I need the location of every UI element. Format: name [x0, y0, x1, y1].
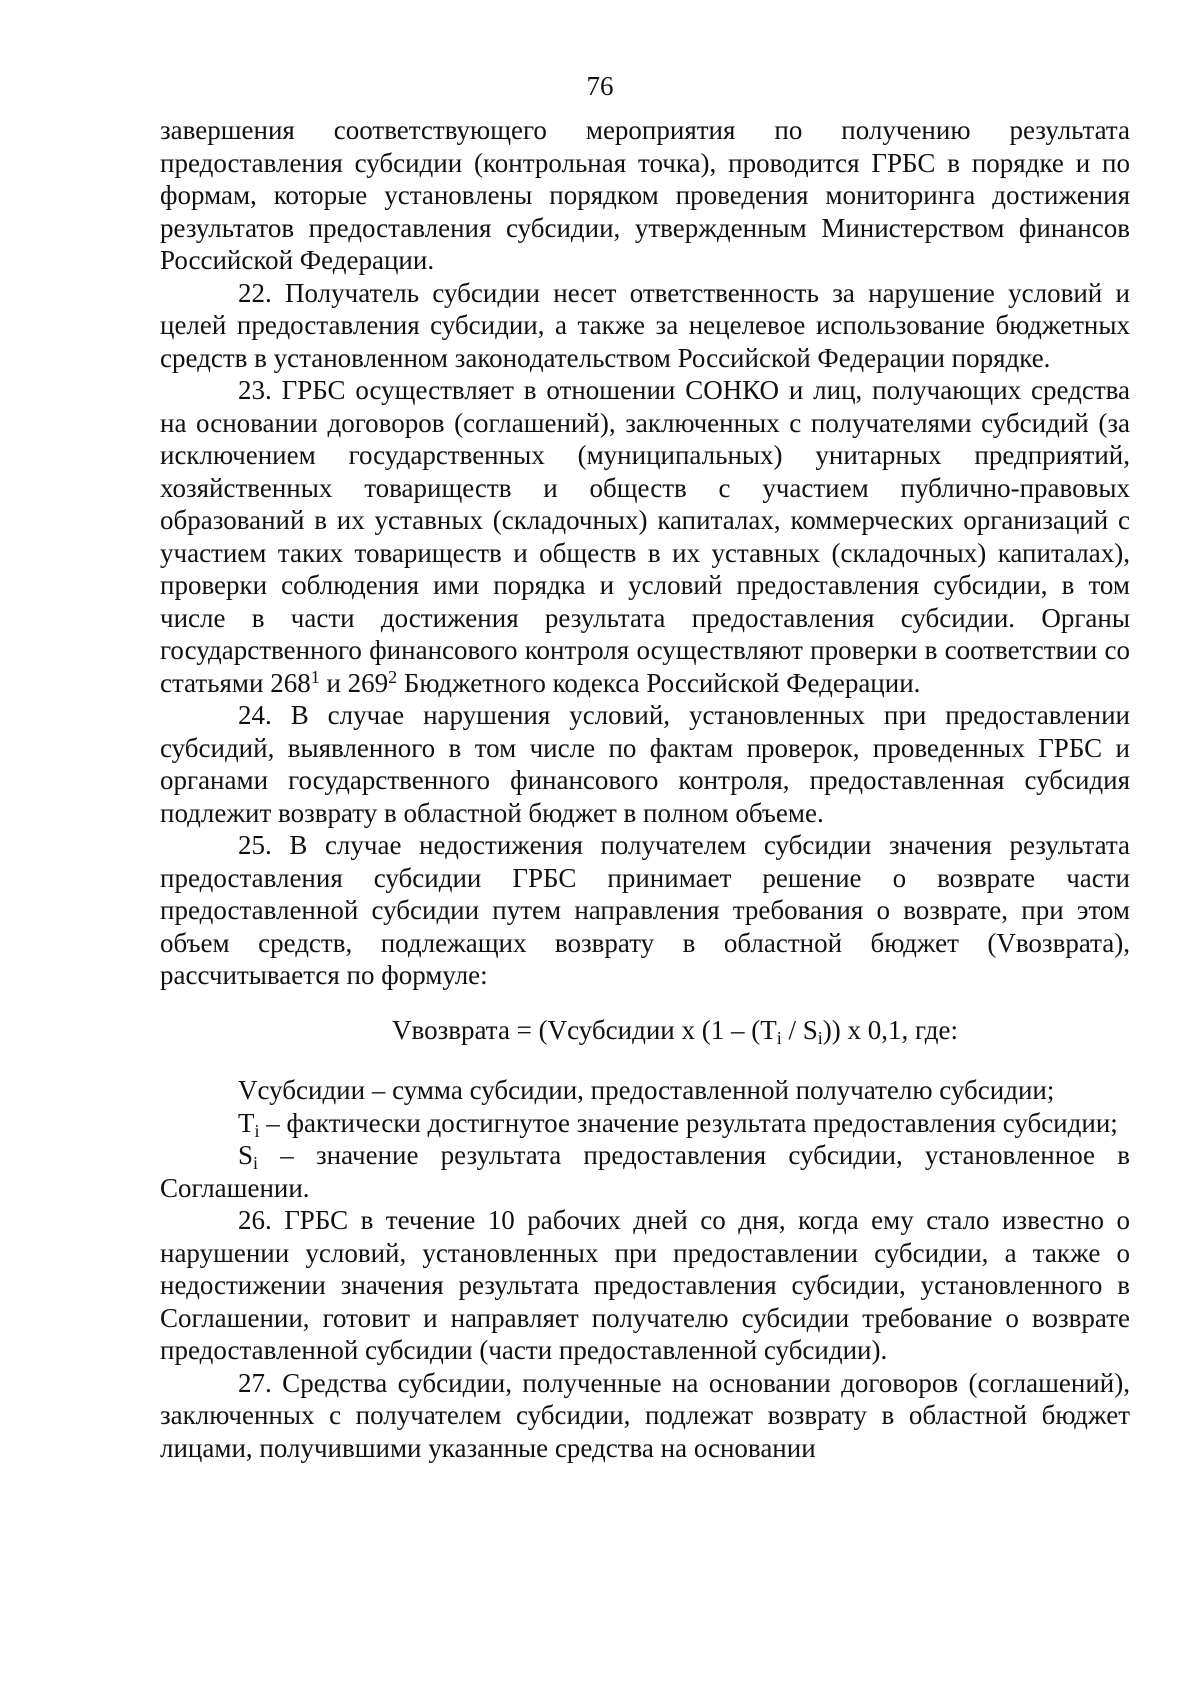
definition-t-symbol: T: [238, 1107, 255, 1138]
formula-part-3: )) х 0,1, где:: [822, 1014, 958, 1045]
definition-t-subscript: i: [254, 1120, 260, 1141]
paragraph-23-mid: и 269: [319, 667, 389, 698]
definition-v-subsidy: Vсубсидии – сумма субсидии, предоставленной получателю субсидии;: [238, 1075, 1055, 1105]
paragraph-26: 26. ГРБС в течение 10 рабочих дней со дня, когда ему стало известно о нарушении условий, установленных при предоставлении субсидии, а также о недостижении значения результата предоставления субсидии, установленного в Соглашении, готовит и направляет получателю субсидии требование о возврате предоставленной субсидии (части предоставленной субсидии).: [160, 1205, 1130, 1365]
superscript-1: 1: [310, 666, 320, 687]
paragraph-23-text: 23. ГРБС осуществляет в отношении СОНКО и лиц, получающих средства на основании договоров (соглашений), заключенных с получателями субсидий (за исключением государственных (муниципальных) унитарных предприятий, хозяйственных товариществ и обществ с участием публично-правовых образований в их уставных (складочных) капиталах, коммерческих организаций с участием таких товариществ и обществ в их уставных (складочных) капиталах), проверки соблюдения ими порядка и условий предоставления субсидии, в том числе в части достижения результата предоставления субсидии. Органы государственного финансового контроля осуществляют проверки в соответствии со статьями 268: [160, 375, 1130, 698]
paragraph-27: 27. Средства субсидии, полученные на основании договоров (соглашений), заключенных с получателем субсидии, подлежат возврату в областной бюджет лицами, получившими указанные средства на основании: [160, 1367, 1130, 1463]
formula-part-1: Vвозврата = (Vсубсидии х (1 – (T: [392, 1014, 777, 1045]
definition-s-subscript: i: [253, 1153, 259, 1173]
page-number: 76: [586, 71, 614, 101]
paragraph-23-end: Бюджетного кодекса Российской Федерации.: [397, 667, 921, 698]
definition-s-text: – значение результата предоставления субсидии, установленное в Соглашении.: [160, 1140, 1130, 1203]
paragraph-23: [160, 374, 1130, 699]
paragraph-24: 24. В случае нарушения условий, установленных при предоставлении субсидий, выявленного в том числе по фактам проверок, проведенных ГРБС и органами государственного финансового контроля, предоставленная субсидия подлежит возврату в областной бюджет в полном объеме.: [160, 700, 1130, 828]
definition-t-i: [160, 1107, 1130, 1140]
paragraph-continuation: завершения соответствующего мероприятия по получению результата предоставления субсидии (контрольная точка), проводится ГРБС в порядке и по формам, которые установлены порядком проведения мониторинга достижения результатов предоставления субсидии, утвержденным Министерством финансов Российской Федерации.: [160, 115, 1130, 275]
paragraph-25: 25. В случае недостижения получателем субсидии значения результата предоставления субсидии ГРБС принимает решение о возврате части предоставленной субсидии путем направления требования о возврате, при этом объем средств, подлежащих возврату в областной бюджет (Vвозврата), рассчитывается по формуле:: [160, 830, 1130, 990]
return-formula: [160, 1014, 1130, 1047]
formula-part-2: / S: [781, 1014, 818, 1045]
formula-subscript-t: i: [776, 1027, 782, 1048]
paragraph-22: 22. Получатель субсидии несет ответственность за нарушение условий и целей предоставления субсидии, а также за нецелевое использование бюджетных средств в установленном законодательством Российской Федерации порядке.: [160, 277, 1130, 373]
formula-subscript-s: i: [817, 1027, 823, 1048]
definition-t-text: – фактически достигнутое значение результата предоставления субсидии;: [259, 1107, 1118, 1138]
definition-s-i: [160, 1139, 1130, 1204]
definition-s-symbol: S: [238, 1140, 254, 1170]
document-body: [160, 114, 1130, 1464]
superscript-2: 2: [388, 666, 398, 687]
